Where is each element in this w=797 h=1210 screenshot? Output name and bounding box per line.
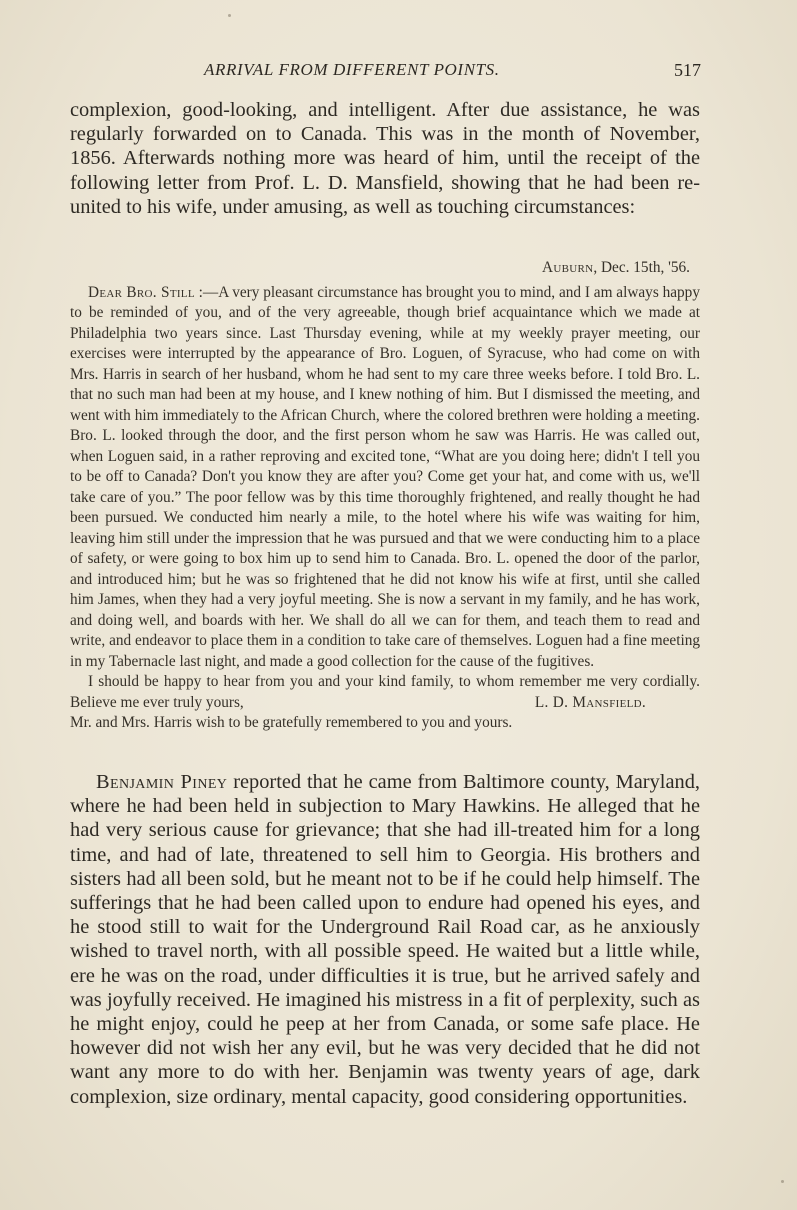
letter-postscript xyxy=(70,713,700,734)
running-head: ARRIVAL FROM DIFFERENT POINTS. xyxy=(204,60,500,79)
paper-speck xyxy=(228,14,231,17)
letter-dateline xyxy=(70,258,690,279)
letter-closing-text: I should be happy to hear from you and your kind family, to whom remember me very cordially. Believe me ever truly yours, xyxy=(70,673,700,711)
letter-block xyxy=(70,258,700,734)
letter-body xyxy=(70,283,700,673)
paper-speck xyxy=(781,1180,784,1183)
benjamin-text: reported that he came from Baltimore county, Maryland, where he had been held in subjection to Mary Hawkins. He alleged that he had very serious cause for grievance; that she had ill-treated him for a long time, and had of late, threatened to sell him to Georgia. His brothers and sisters had all been sold, but he meant not to be if he could help himself. The sufferings that he had been called upon to endure had opened his eyes, and he stood still to wait for the Underground Rail Road car, as he anxiously wished to travel north, with all possible speed. He waited but a little while, ere he was on the road, under difficulties it is true, but he arrived safely and was joyfully received. He imagined his mistress in a fit of perplexity, such as he might enjoy, could he peep at her from Canada, or some safe place. He however did not wish her any evil, but he was very decided that he did not want any more to do with her. Benjamin was twenty years of age, dark complexion, size ordinary, mental capacity, good considering opportunities. xyxy=(70,771,700,1108)
intro-text: complexion, good-looking, and intelligent. After due assistance, he was regularly forwarded on to Canada. This was in the month of November, 1856. Afterwards nothing more was heard of him, until the receipt of the following letter from Prof. L. D. Mansfield, showing that he had been re-united to his wife, under amusing, as well as touching circumstances: xyxy=(70,99,700,218)
intro-paragraph xyxy=(70,98,700,219)
page-number: 517 xyxy=(674,60,701,80)
benjamin-entry xyxy=(70,770,700,1109)
letter-date: , Dec. 15th, '56. xyxy=(593,259,690,276)
letter-salutation: Dear Bro. Still xyxy=(88,283,195,301)
benjamin-paragraph xyxy=(70,770,700,1109)
benjamin-name: Benjamin Piney xyxy=(96,771,228,793)
letter-postscript-text: Mr. and Mrs. Harris wish to be gratefully remembered to you and yours. xyxy=(70,714,513,731)
letter-signature: L. D. Mansfield. xyxy=(534,693,646,711)
page-header xyxy=(70,60,701,84)
letter-closing-paragraph xyxy=(70,672,700,713)
letter-place: Auburn xyxy=(541,259,594,276)
letter-body-text: :—A very pleasant circumstance has brought you to mind, and I am always happy to be reminded of you, and of the very agreeable, though brief acquaintance which we made at Philadelphia two years since. Last Thursday evening, while at my weekly prayer meeting, our exercises were interrupted by the appearance of Bro. Loguen, of Syracuse, who had come on with Mrs. Harris in search of her husband, whom he had sent to my care three weeks before. I told Bro. L. that no such man had been at my house, and I knew nothing of him. But I dismissed the meeting, and went with him immediately to the African Church, where the colored brethren were holding a meeting. Bro. L. looked through the door, and the first person whom he saw was Harris. He was called out, when Loguen said, in a rather reproving and excited tone, “What are you doing here; didn't I tell you to be off to Canada? Don't you know they are after you? Come get your hat, and come with us, we'll take care of you.” The poor fellow was by this time thoroughly frightened, and really thought he had been pursued. We conducted him nearly a mile, to the hotel where his wife was waiting for him, leaving him still under the impression that he was pursued and that we were conducting him to a place of safety, or were going to box him up to send him to Canada. Bro. L. opened the door of the parlor, and introduced him; but he was so frightened that he did not know his wife at first, until she called him James, when they had a very joyful meeting. She is now a servant in my family, and he has work, and doing well, and boards with her. We shall do all we can for them, and teach them to read and write, and endeavor to place them in a condition to take care of themselves. Loguen had a fine meeting in my Tabernacle last night, and made a good collection for the cause of the fugitives. xyxy=(70,283,700,670)
